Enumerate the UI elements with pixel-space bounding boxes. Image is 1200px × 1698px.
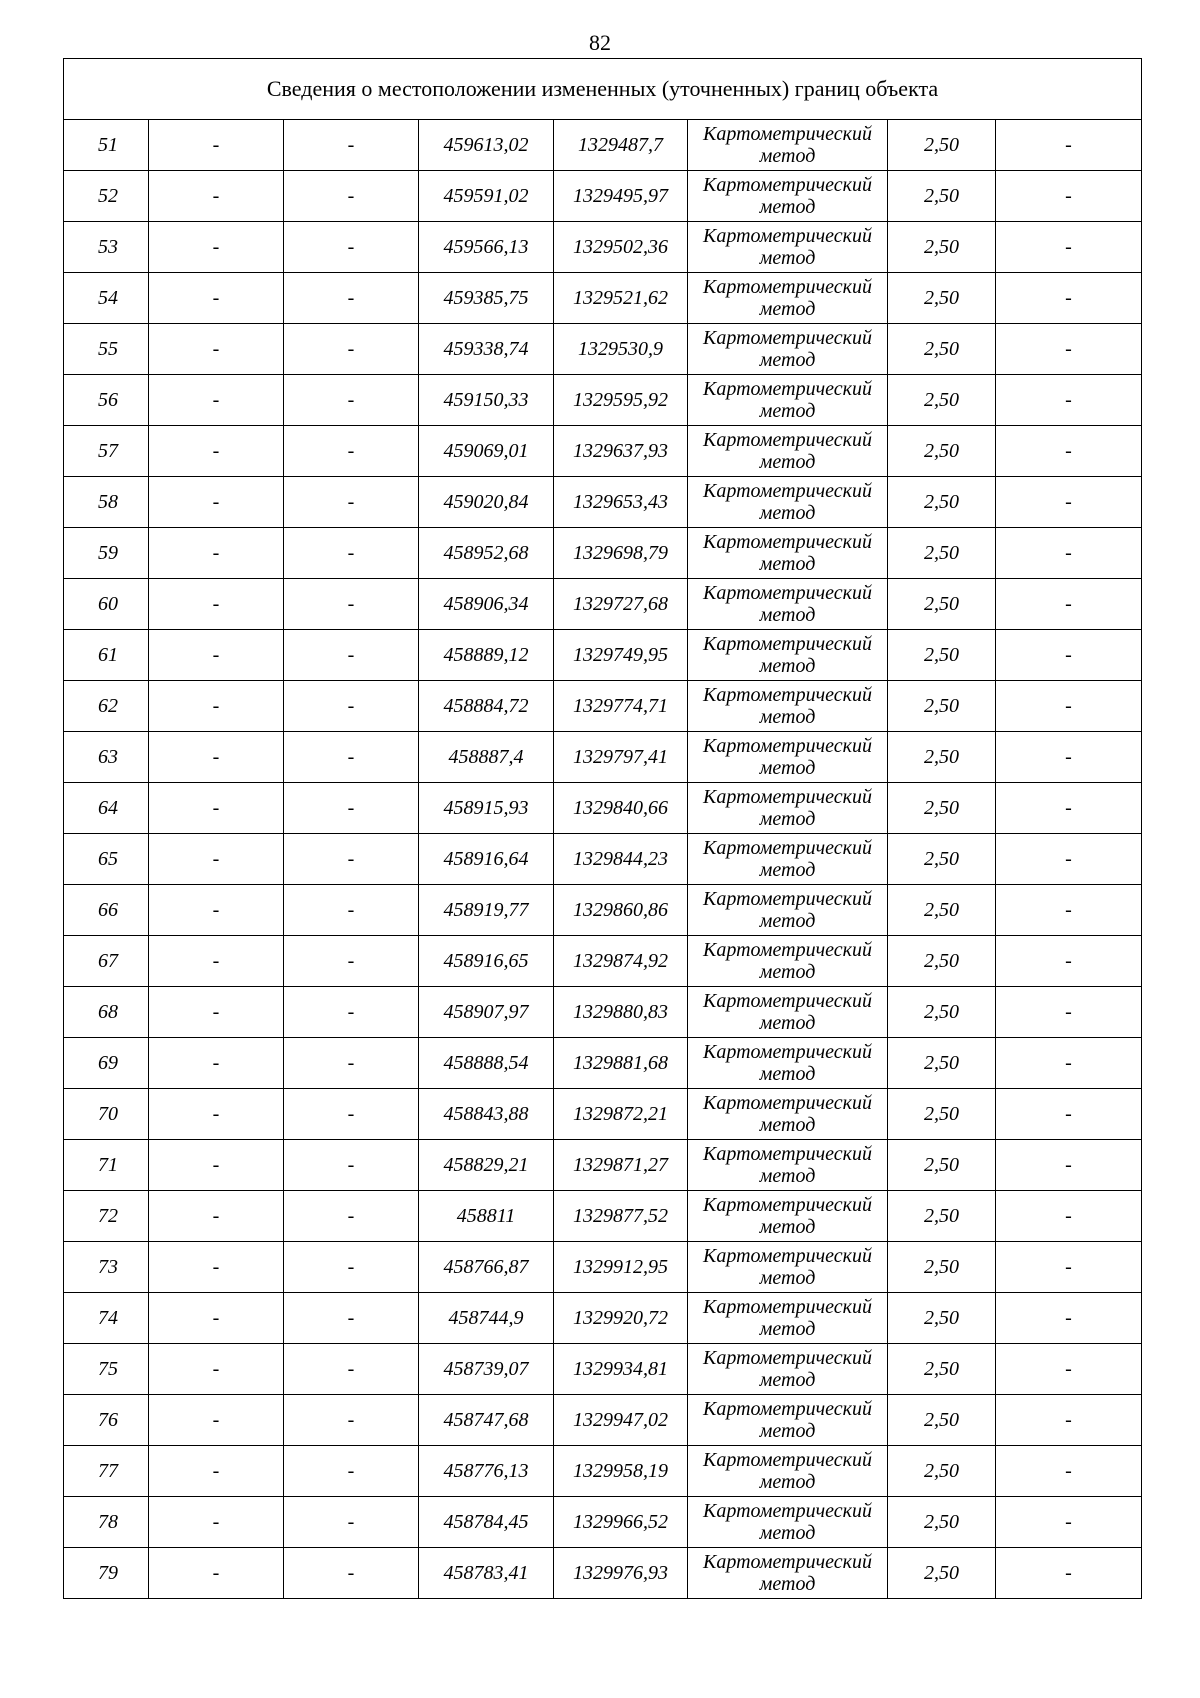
- empty-value-cell: -: [996, 630, 1142, 681]
- method-cell: Картометрический метод: [688, 630, 888, 681]
- table-row: [64, 1395, 1142, 1446]
- empty-value-cell: -: [996, 273, 1142, 324]
- method-cell: Картометрический метод: [688, 987, 888, 1038]
- method-cell: Картометрический метод: [688, 222, 888, 273]
- point-number-cell: 56: [64, 375, 149, 426]
- point-number-cell: 77: [64, 1446, 149, 1497]
- table-title-row: [64, 59, 1142, 120]
- empty-value-cell: -: [149, 783, 284, 834]
- table-row: [64, 579, 1142, 630]
- point-number-cell: 67: [64, 936, 149, 987]
- y-coordinate-cell: 1329872,21: [554, 1089, 688, 1140]
- accuracy-cell: 2,50: [888, 783, 996, 834]
- empty-value-cell: -: [284, 783, 419, 834]
- empty-value-cell: -: [284, 681, 419, 732]
- x-coordinate-cell: 458843,88: [419, 1089, 554, 1140]
- method-cell: Картометрический метод: [688, 834, 888, 885]
- empty-value-cell: -: [284, 1293, 419, 1344]
- accuracy-cell: 2,50: [888, 375, 996, 426]
- empty-value-cell: -: [149, 1140, 284, 1191]
- y-coordinate-cell: 1329966,52: [554, 1497, 688, 1548]
- y-coordinate-cell: 1329958,19: [554, 1446, 688, 1497]
- table-row: [64, 1242, 1142, 1293]
- page-number: 82: [589, 30, 611, 55]
- method-cell: Картометрический метод: [688, 324, 888, 375]
- method-cell: Картометрический метод: [688, 1089, 888, 1140]
- x-coordinate-cell: 458766,87: [419, 1242, 554, 1293]
- empty-value-cell: -: [996, 1140, 1142, 1191]
- empty-value-cell: -: [996, 426, 1142, 477]
- empty-value-cell: -: [149, 936, 284, 987]
- y-coordinate-cell: 1329487,7: [554, 120, 688, 171]
- empty-value-cell: -: [284, 1548, 419, 1599]
- method-cell: Картометрический метод: [688, 528, 888, 579]
- empty-value-cell: -: [149, 1446, 284, 1497]
- accuracy-cell: 2,50: [888, 1548, 996, 1599]
- x-coordinate-cell: 458919,77: [419, 885, 554, 936]
- table-row: [64, 987, 1142, 1038]
- point-number-cell: 76: [64, 1395, 149, 1446]
- method-cell: Картометрический метод: [688, 1140, 888, 1191]
- empty-value-cell: -: [996, 1293, 1142, 1344]
- empty-value-cell: -: [996, 681, 1142, 732]
- table-row: [64, 1293, 1142, 1344]
- point-number-cell: 61: [64, 630, 149, 681]
- x-coordinate-cell: 458906,34: [419, 579, 554, 630]
- empty-value-cell: -: [149, 375, 284, 426]
- accuracy-cell: 2,50: [888, 987, 996, 1038]
- empty-value-cell: -: [149, 324, 284, 375]
- method-cell: Картометрический метод: [688, 681, 888, 732]
- point-number-cell: 60: [64, 579, 149, 630]
- table-row: [64, 885, 1142, 936]
- accuracy-cell: 2,50: [888, 936, 996, 987]
- empty-value-cell: -: [996, 936, 1142, 987]
- y-coordinate-cell: 1329774,71: [554, 681, 688, 732]
- y-coordinate-cell: 1329637,93: [554, 426, 688, 477]
- empty-value-cell: -: [149, 681, 284, 732]
- y-coordinate-cell: 1329595,92: [554, 375, 688, 426]
- method-cell: Картометрический метод: [688, 1242, 888, 1293]
- x-coordinate-cell: 458907,97: [419, 987, 554, 1038]
- x-coordinate-cell: 459613,02: [419, 120, 554, 171]
- method-cell: Картометрический метод: [688, 732, 888, 783]
- x-coordinate-cell: 459020,84: [419, 477, 554, 528]
- table-row: [64, 681, 1142, 732]
- point-number-cell: 68: [64, 987, 149, 1038]
- empty-value-cell: -: [996, 987, 1142, 1038]
- point-number-cell: 69: [64, 1038, 149, 1089]
- x-coordinate-cell: 458784,45: [419, 1497, 554, 1548]
- y-coordinate-cell: 1329860,86: [554, 885, 688, 936]
- empty-value-cell: -: [996, 783, 1142, 834]
- table-row: [64, 1140, 1142, 1191]
- empty-value-cell: -: [284, 885, 419, 936]
- y-coordinate-cell: 1329912,95: [554, 1242, 688, 1293]
- y-coordinate-cell: 1329521,62: [554, 273, 688, 324]
- accuracy-cell: 2,50: [888, 273, 996, 324]
- x-coordinate-cell: 458747,68: [419, 1395, 554, 1446]
- empty-value-cell: -: [284, 1140, 419, 1191]
- x-coordinate-cell: 458887,4: [419, 732, 554, 783]
- empty-value-cell: -: [284, 120, 419, 171]
- empty-value-cell: -: [284, 987, 419, 1038]
- point-number-cell: 74: [64, 1293, 149, 1344]
- table-row: [64, 1038, 1142, 1089]
- accuracy-cell: 2,50: [888, 1140, 996, 1191]
- empty-value-cell: -: [284, 630, 419, 681]
- method-cell: Картометрический метод: [688, 1191, 888, 1242]
- accuracy-cell: 2,50: [888, 834, 996, 885]
- x-coordinate-cell: 458744,9: [419, 1293, 554, 1344]
- empty-value-cell: -: [149, 834, 284, 885]
- y-coordinate-cell: 1329653,43: [554, 477, 688, 528]
- method-cell: Картометрический метод: [688, 1395, 888, 1446]
- method-cell: Картометрический метод: [688, 1038, 888, 1089]
- point-number-cell: 54: [64, 273, 149, 324]
- accuracy-cell: 2,50: [888, 222, 996, 273]
- table-row: [64, 783, 1142, 834]
- table-row: [64, 426, 1142, 477]
- x-coordinate-cell: 459069,01: [419, 426, 554, 477]
- accuracy-cell: 2,50: [888, 1497, 996, 1548]
- table-row: [64, 1548, 1142, 1599]
- empty-value-cell: -: [284, 171, 419, 222]
- x-coordinate-cell: 458889,12: [419, 630, 554, 681]
- empty-value-cell: -: [149, 528, 284, 579]
- empty-value-cell: -: [149, 630, 284, 681]
- y-coordinate-cell: 1329947,02: [554, 1395, 688, 1446]
- table-row: [64, 120, 1142, 171]
- empty-value-cell: -: [149, 120, 284, 171]
- accuracy-cell: 2,50: [888, 1344, 996, 1395]
- x-coordinate-cell: 458888,54: [419, 1038, 554, 1089]
- accuracy-cell: 2,50: [888, 324, 996, 375]
- method-cell: Картометрический метод: [688, 783, 888, 834]
- empty-value-cell: -: [996, 222, 1142, 273]
- point-number-cell: 64: [64, 783, 149, 834]
- table-row: [64, 171, 1142, 222]
- x-coordinate-cell: 458811: [419, 1191, 554, 1242]
- empty-value-cell: -: [284, 1344, 419, 1395]
- x-coordinate-cell: 458739,07: [419, 1344, 554, 1395]
- x-coordinate-cell: 459591,02: [419, 171, 554, 222]
- empty-value-cell: -: [149, 1395, 284, 1446]
- empty-value-cell: -: [149, 732, 284, 783]
- empty-value-cell: -: [149, 222, 284, 273]
- empty-value-cell: -: [996, 375, 1142, 426]
- empty-value-cell: -: [996, 579, 1142, 630]
- method-cell: Картометрический метод: [688, 375, 888, 426]
- table-title: Сведения о местоположении измененных (уточненных) границ объекта: [64, 59, 1142, 120]
- empty-value-cell: -: [996, 171, 1142, 222]
- point-number-cell: 51: [64, 120, 149, 171]
- point-number-cell: 53: [64, 222, 149, 273]
- empty-value-cell: -: [284, 1242, 419, 1293]
- y-coordinate-cell: 1329698,79: [554, 528, 688, 579]
- accuracy-cell: 2,50: [888, 1446, 996, 1497]
- empty-value-cell: -: [149, 477, 284, 528]
- empty-value-cell: -: [284, 273, 419, 324]
- empty-value-cell: -: [284, 375, 419, 426]
- x-coordinate-cell: 458884,72: [419, 681, 554, 732]
- table-row: [64, 477, 1142, 528]
- y-coordinate-cell: 1329880,83: [554, 987, 688, 1038]
- accuracy-cell: 2,50: [888, 1293, 996, 1344]
- accuracy-cell: 2,50: [888, 1089, 996, 1140]
- point-number-cell: 52: [64, 171, 149, 222]
- accuracy-cell: 2,50: [888, 1038, 996, 1089]
- accuracy-cell: 2,50: [888, 477, 996, 528]
- x-coordinate-cell: 459566,13: [419, 222, 554, 273]
- accuracy-cell: 2,50: [888, 681, 996, 732]
- table-row: [64, 834, 1142, 885]
- method-cell: Картометрический метод: [688, 273, 888, 324]
- accuracy-cell: 2,50: [888, 885, 996, 936]
- empty-value-cell: -: [996, 1242, 1142, 1293]
- empty-value-cell: -: [149, 426, 284, 477]
- y-coordinate-cell: 1329920,72: [554, 1293, 688, 1344]
- accuracy-cell: 2,50: [888, 528, 996, 579]
- y-coordinate-cell: 1329749,95: [554, 630, 688, 681]
- empty-value-cell: -: [149, 1242, 284, 1293]
- table-row: [64, 273, 1142, 324]
- empty-value-cell: -: [284, 324, 419, 375]
- method-cell: Картометрический метод: [688, 936, 888, 987]
- point-number-cell: 71: [64, 1140, 149, 1191]
- y-coordinate-cell: 1329502,36: [554, 222, 688, 273]
- point-number-cell: 63: [64, 732, 149, 783]
- empty-value-cell: -: [284, 528, 419, 579]
- accuracy-cell: 2,50: [888, 732, 996, 783]
- point-number-cell: 65: [64, 834, 149, 885]
- accuracy-cell: 2,50: [888, 171, 996, 222]
- table-row: [64, 1089, 1142, 1140]
- point-number-cell: 58: [64, 477, 149, 528]
- empty-value-cell: -: [996, 1089, 1142, 1140]
- empty-value-cell: -: [284, 1089, 419, 1140]
- x-coordinate-cell: 459338,74: [419, 324, 554, 375]
- table-row: [64, 1191, 1142, 1242]
- point-number-cell: 79: [64, 1548, 149, 1599]
- empty-value-cell: -: [284, 1395, 419, 1446]
- method-cell: Картометрический метод: [688, 885, 888, 936]
- empty-value-cell: -: [149, 1089, 284, 1140]
- table-row: [64, 1446, 1142, 1497]
- empty-value-cell: -: [284, 732, 419, 783]
- method-cell: Картометрический метод: [688, 120, 888, 171]
- accuracy-cell: 2,50: [888, 579, 996, 630]
- point-number-cell: 70: [64, 1089, 149, 1140]
- accuracy-cell: 2,50: [888, 120, 996, 171]
- x-coordinate-cell: 458916,65: [419, 936, 554, 987]
- point-number-cell: 57: [64, 426, 149, 477]
- empty-value-cell: -: [284, 222, 419, 273]
- empty-value-cell: -: [996, 1038, 1142, 1089]
- empty-value-cell: -: [996, 1344, 1142, 1395]
- empty-value-cell: -: [149, 1497, 284, 1548]
- table-row: [64, 375, 1142, 426]
- method-cell: Картометрический метод: [688, 1446, 888, 1497]
- y-coordinate-cell: 1329877,52: [554, 1191, 688, 1242]
- accuracy-cell: 2,50: [888, 630, 996, 681]
- y-coordinate-cell: 1329976,93: [554, 1548, 688, 1599]
- y-coordinate-cell: 1329495,97: [554, 171, 688, 222]
- point-number-cell: 66: [64, 885, 149, 936]
- y-coordinate-cell: 1329881,68: [554, 1038, 688, 1089]
- empty-value-cell: -: [149, 579, 284, 630]
- empty-value-cell: -: [996, 1497, 1142, 1548]
- x-coordinate-cell: 459150,33: [419, 375, 554, 426]
- empty-value-cell: -: [149, 885, 284, 936]
- accuracy-cell: 2,50: [888, 1191, 996, 1242]
- y-coordinate-cell: 1329871,27: [554, 1140, 688, 1191]
- point-number-cell: 75: [64, 1344, 149, 1395]
- empty-value-cell: -: [996, 1446, 1142, 1497]
- x-coordinate-cell: 458783,41: [419, 1548, 554, 1599]
- x-coordinate-cell: 458952,68: [419, 528, 554, 579]
- point-number-cell: 55: [64, 324, 149, 375]
- y-coordinate-cell: 1329844,23: [554, 834, 688, 885]
- y-coordinate-cell: 1329530,9: [554, 324, 688, 375]
- point-number-cell: 59: [64, 528, 149, 579]
- empty-value-cell: -: [996, 1548, 1142, 1599]
- table-row: [64, 630, 1142, 681]
- empty-value-cell: -: [149, 1344, 284, 1395]
- empty-value-cell: -: [284, 834, 419, 885]
- point-number-cell: 73: [64, 1242, 149, 1293]
- point-number-cell: 72: [64, 1191, 149, 1242]
- method-cell: Картометрический метод: [688, 1293, 888, 1344]
- empty-value-cell: -: [149, 171, 284, 222]
- table-row: [64, 324, 1142, 375]
- empty-value-cell: -: [284, 1446, 419, 1497]
- empty-value-cell: -: [996, 885, 1142, 936]
- empty-value-cell: -: [284, 477, 419, 528]
- x-coordinate-cell: 458916,64: [419, 834, 554, 885]
- empty-value-cell: -: [996, 528, 1142, 579]
- empty-value-cell: -: [284, 579, 419, 630]
- method-cell: Картометрический метод: [688, 426, 888, 477]
- empty-value-cell: -: [149, 273, 284, 324]
- y-coordinate-cell: 1329934,81: [554, 1344, 688, 1395]
- empty-value-cell: -: [149, 1548, 284, 1599]
- empty-value-cell: -: [284, 936, 419, 987]
- accuracy-cell: 2,50: [888, 1395, 996, 1446]
- y-coordinate-cell: 1329840,66: [554, 783, 688, 834]
- empty-value-cell: -: [284, 1191, 419, 1242]
- empty-value-cell: -: [996, 120, 1142, 171]
- table-row: [64, 1344, 1142, 1395]
- method-cell: Картометрический метод: [688, 171, 888, 222]
- method-cell: Картометрический метод: [688, 1548, 888, 1599]
- empty-value-cell: -: [996, 834, 1142, 885]
- accuracy-cell: 2,50: [888, 1242, 996, 1293]
- table-row: [64, 732, 1142, 783]
- point-number-cell: 62: [64, 681, 149, 732]
- empty-value-cell: -: [996, 324, 1142, 375]
- empty-value-cell: -: [149, 1038, 284, 1089]
- method-cell: Картометрический метод: [688, 1497, 888, 1548]
- empty-value-cell: -: [284, 1497, 419, 1548]
- empty-value-cell: -: [149, 1293, 284, 1344]
- y-coordinate-cell: 1329797,41: [554, 732, 688, 783]
- empty-value-cell: -: [996, 1191, 1142, 1242]
- y-coordinate-cell: 1329727,68: [554, 579, 688, 630]
- empty-value-cell: -: [149, 987, 284, 1038]
- method-cell: Картометрический метод: [688, 477, 888, 528]
- table-row: [64, 1497, 1142, 1548]
- empty-value-cell: -: [284, 426, 419, 477]
- table-row: [64, 222, 1142, 273]
- table-row: [64, 528, 1142, 579]
- boundary-coordinates-table: [63, 58, 1142, 1599]
- empty-value-cell: -: [996, 477, 1142, 528]
- x-coordinate-cell: 458776,13: [419, 1446, 554, 1497]
- x-coordinate-cell: 458915,93: [419, 783, 554, 834]
- method-cell: Картометрический метод: [688, 1344, 888, 1395]
- table-row: [64, 936, 1142, 987]
- empty-value-cell: -: [996, 1395, 1142, 1446]
- accuracy-cell: 2,50: [888, 426, 996, 477]
- point-number-cell: 78: [64, 1497, 149, 1548]
- empty-value-cell: -: [149, 1191, 284, 1242]
- x-coordinate-cell: 458829,21: [419, 1140, 554, 1191]
- y-coordinate-cell: 1329874,92: [554, 936, 688, 987]
- empty-value-cell: -: [996, 732, 1142, 783]
- empty-value-cell: -: [284, 1038, 419, 1089]
- method-cell: Картометрический метод: [688, 579, 888, 630]
- x-coordinate-cell: 459385,75: [419, 273, 554, 324]
